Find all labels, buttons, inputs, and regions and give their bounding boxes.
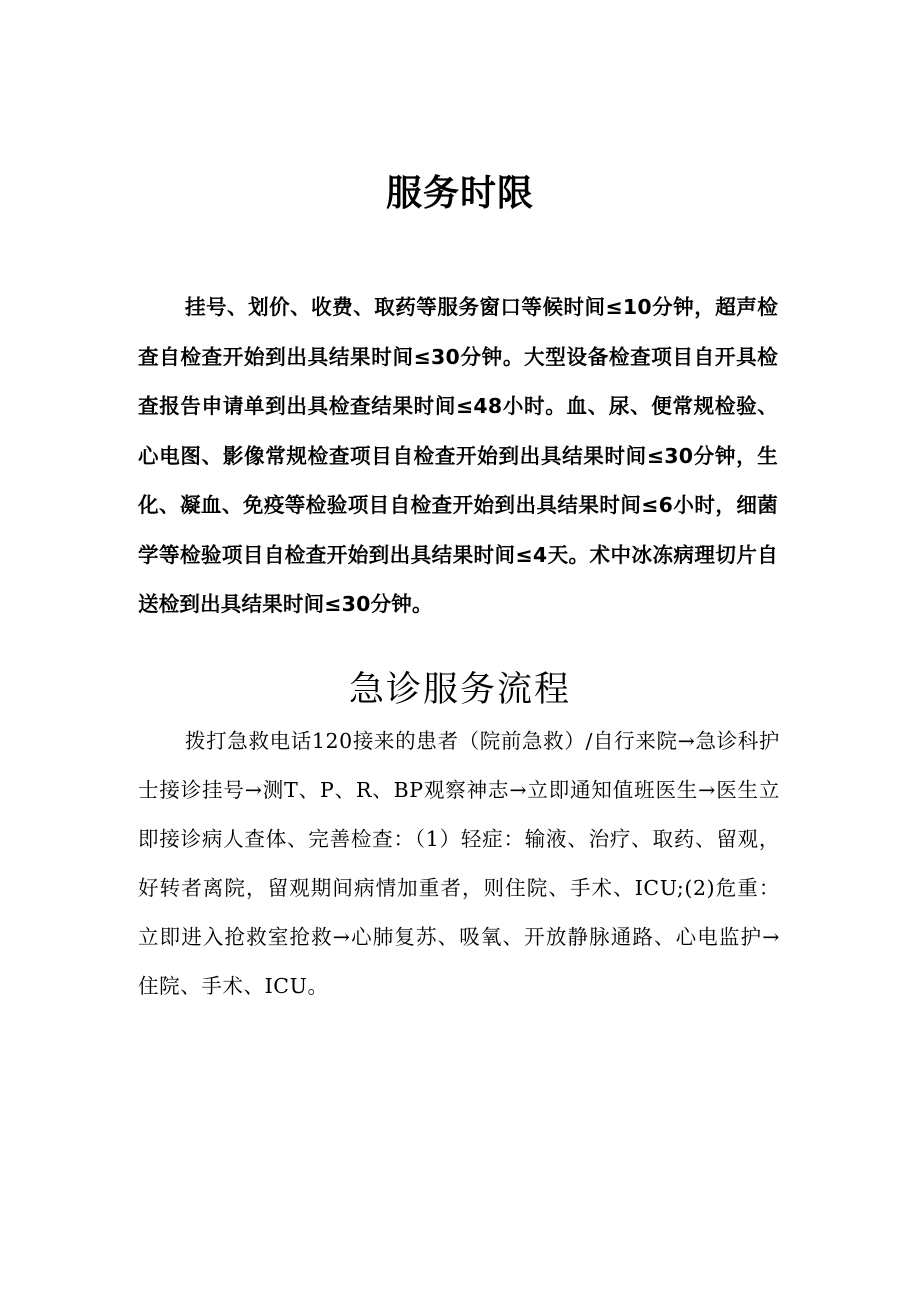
service-time-limit-paragraph: 挂号、划价、收费、取药等服务窗口等候时间≤10分钟，超声检查自检查开始到出具结果时间≤30分钟。大型设备检查项目自开具检查报告申请单到出具检查结果时间≤48小时。血、尿、便常规检验、心电图、影像常规检查项目自检查开始到出具结果时间≤30分钟，生化、凝血、免疫等检验项目自检查开始到出具结果时间≤6小时，细菌学等检验项目自检查开始到出具结果时间≤4天。术中冰冻病理切片自送检到出具结果时间≤30分钟。 bbox=[138, 295, 778, 616]
emergency-process-paragraph: 拨打急救电话120接来的患者（院前急救）/自行来院→急诊科护士接诊挂号→测T、P、R、BP观察神志→立即通知值班医生→医生立即接诊病人查体、完善检查：（1）轻症：输液、治疗、取药、留观，好转者离院，留观期间病情加重者，则住院、手术、ICU;(2)危重：立即进入抢救室抢救→心肺复苏、吸氧、开放静脉通路、心电监护→住院、手术、ICU。 bbox=[138, 729, 780, 998]
section-title-emergency-process: 急诊服务流程 bbox=[348, 670, 571, 710]
section-title-service-time-limit: 服务时限 bbox=[385, 173, 534, 214]
